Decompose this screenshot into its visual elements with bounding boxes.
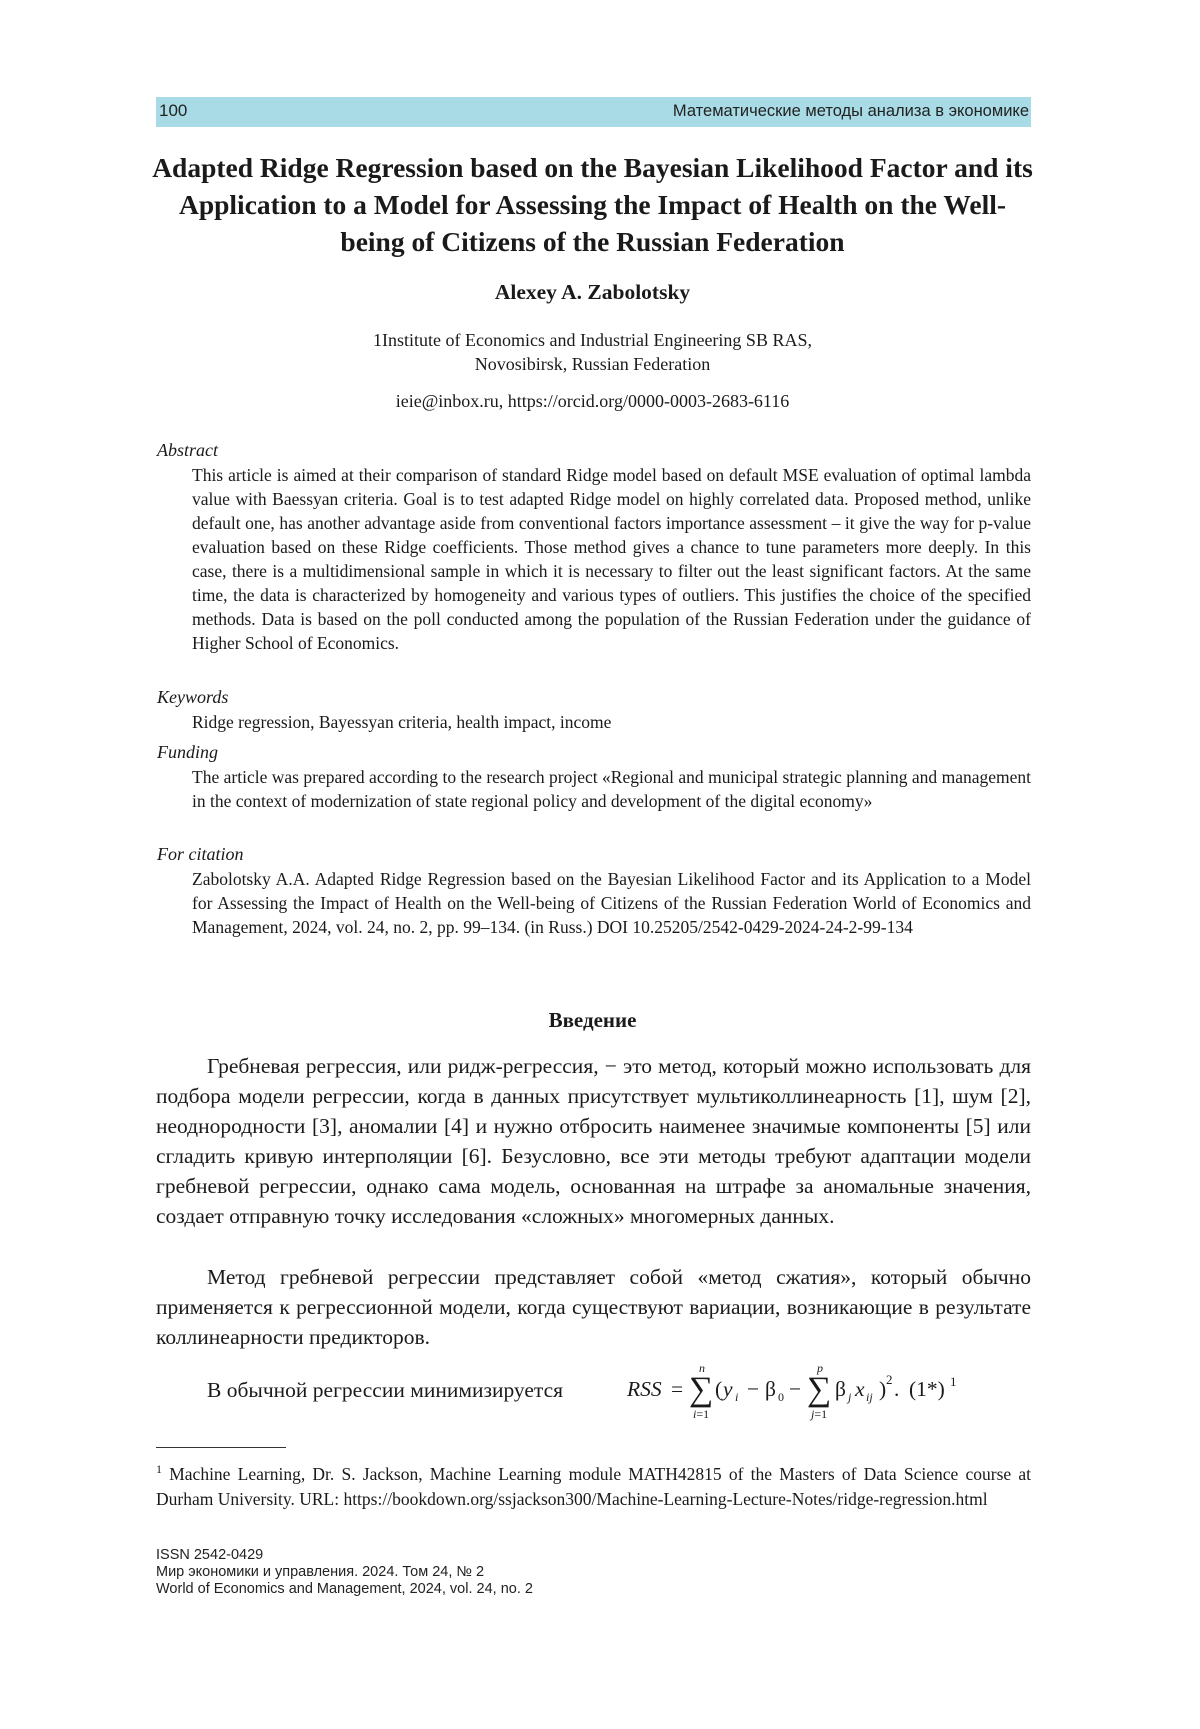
author-contact: ieie@inbox.ru, https://orcid.org/0000-0003-2683-6116 bbox=[395, 391, 790, 411]
affiliation-line-1: 1Institute of Economics and Industrial Engineering SB RAS, bbox=[373, 330, 812, 350]
citation-label: For citation bbox=[157, 844, 244, 864]
page-number: 100 bbox=[159, 101, 188, 120]
footnote-marker: 1 bbox=[156, 1462, 162, 1476]
svg-text:x: x bbox=[855, 1377, 865, 1401]
funding-paragraph: The article was prepared according to the research project «Regional and municipal strategic planning and management in the context of modernization of state regional policy and development of the digital economy» bbox=[192, 767, 1031, 811]
svg-text:∑: ∑ bbox=[689, 1371, 714, 1408]
issn: ISSN 2542-0429 bbox=[156, 1547, 264, 1563]
svg-text:(: ( bbox=[715, 1377, 723, 1401]
intro-text-1: Гребневая регрессия, или ридж-регрессия, − это метод, который можно использовать для подбора модели регрессии, когда в данных присутствует мультиколлинеарность [1], шум [2], неоднородности [3], аномалии [4] и нужно отбросить наименее значимые компоненты [5] или сгладить кривую интерполяции [6]. Безусловно, все эти методы требуют адаптации модели гребневой регрессии, однако сама модель, основанная на штрафе за аномальные значения, создает отправную точку исследования «сложных» многомерных данных. bbox=[156, 1054, 1031, 1228]
svg-text:i=1: i=1 bbox=[693, 1407, 710, 1421]
article-title: Adapted Ridge Regression based on the Bayesian Likelihood Factor and its Application to a Model for Assessing the Impact of Health on the Well-being of Citizens of the Russian Federation bbox=[152, 152, 1033, 257]
publication-info bbox=[156, 1547, 756, 1598]
footnote-text: Machine Learning, Dr. S. Jackson, Machine Learning module MATH42815 of the Masters of Data Science course at Durham University. URL: https://bookdown.org/ssjackson300/Machine-Learning-Lecture-Notes/ridge-regression.html bbox=[156, 1463, 1032, 1509]
formula-lead-text: В обычной регрессии минимизируется bbox=[207, 1378, 564, 1402]
formula-line bbox=[207, 1361, 1031, 1428]
svg-text:y: y bbox=[723, 1377, 733, 1401]
abstract-text bbox=[192, 463, 1031, 655]
svg-text:2: 2 bbox=[886, 1372, 893, 1387]
citation-text bbox=[192, 867, 1031, 939]
footnote-ref: 1 bbox=[950, 1374, 957, 1389]
author-name: Alexey A. Zabolotsky bbox=[494, 280, 691, 304]
svg-text:j=1: j=1 bbox=[811, 1407, 828, 1421]
keywords-text bbox=[192, 710, 1031, 734]
intro-paragraph-1 bbox=[156, 1051, 1031, 1231]
svg-text:=: = bbox=[671, 1377, 684, 1401]
running-header bbox=[156, 97, 1031, 127]
keywords-paragraph: Ridge regression, Bayessyan criteria, health impact, income bbox=[192, 712, 612, 732]
funding-text bbox=[192, 765, 1031, 813]
journal-en: World of Economics and Management, 2024, vol. 24, no. 2 bbox=[156, 1581, 533, 1597]
funding-label: Funding bbox=[157, 742, 218, 762]
svg-text:−: − bbox=[747, 1377, 760, 1401]
svg-text:∑: ∑ bbox=[807, 1371, 832, 1408]
svg-text:RSS: RSS bbox=[627, 1377, 662, 1401]
formula-number: (1*) bbox=[909, 1377, 945, 1401]
keywords-label: Keywords bbox=[157, 687, 229, 707]
intro-paragraph-2 bbox=[156, 1262, 1031, 1352]
abstract-label: Abstract bbox=[157, 440, 218, 460]
affiliation bbox=[150, 328, 1035, 376]
svg-text:p: p bbox=[817, 1361, 823, 1375]
footnote-divider bbox=[156, 1447, 286, 1448]
footnote bbox=[156, 1457, 1031, 1512]
svg-text:): ) bbox=[879, 1377, 887, 1401]
citation-paragraph: Zabolotsky A.A. Adapted Ridge Regression based on the Bayesian Likelihood Factor and its Application to a Model for Assessing the Impact of Health on the Well-being of Citizens of the Russian Federation World of Economics and Management, 2024, vol. 24, no. 2, pp. 99–134. (in Russ.) DOI 10.25205/2542-0429-2024-24-2-99-134 bbox=[192, 869, 1031, 937]
journal-ru: Мир экономики и управления. 2024. Том 24, № 2 bbox=[156, 1564, 485, 1580]
svg-text:β: β bbox=[835, 1377, 846, 1401]
section-heading-introduction: Введение bbox=[548, 1008, 637, 1032]
svg-text:i: i bbox=[735, 1390, 739, 1404]
journal-section-title: Математические методы анализа в экономике bbox=[672, 102, 1029, 120]
rss-formula bbox=[627, 1360, 1007, 1430]
affiliation-line-2: Novosibirsk, Russian Federation bbox=[474, 354, 711, 374]
svg-text:−: − bbox=[789, 1377, 802, 1401]
svg-text:.: . bbox=[894, 1377, 900, 1401]
svg-text:j: j bbox=[848, 1390, 852, 1404]
intro-text-2: Метод гребневой регрессии представляет собой «метод сжатия», который обычно применяется к регрессионной модели, когда существуют вариации, возникающие в результате коллинеарности предикторов. bbox=[156, 1265, 1031, 1349]
abstract-paragraph: This article is aimed at their comparison of standard Ridge model based on default MSE evaluation of optimal lambda value with Baessyan criteria. Goal is to test adapted Ridge model on highly correlated data. Proposed method, unlike default one, has another advantage aside from conventional factors importance assessment – it give the way for p-value evaluation based on these Ridge coefficients. Those method gives a chance to tune parameters more deeply. In this case, there is a multidimensional sample in which it is necessary to filter out the least significant factors. At the same time, the data is characterized by homogeneity and various types of outliers. This justifies the choice of the specified methods. Data is based on the poll conducted among the population of the Russian Federation under the guidance of Higher School of Economics. bbox=[192, 465, 1031, 653]
svg-text:n: n bbox=[699, 1361, 705, 1375]
svg-text:β: β bbox=[765, 1377, 776, 1401]
svg-text:ij: ij bbox=[866, 1390, 873, 1404]
svg-text:0: 0 bbox=[778, 1390, 784, 1404]
